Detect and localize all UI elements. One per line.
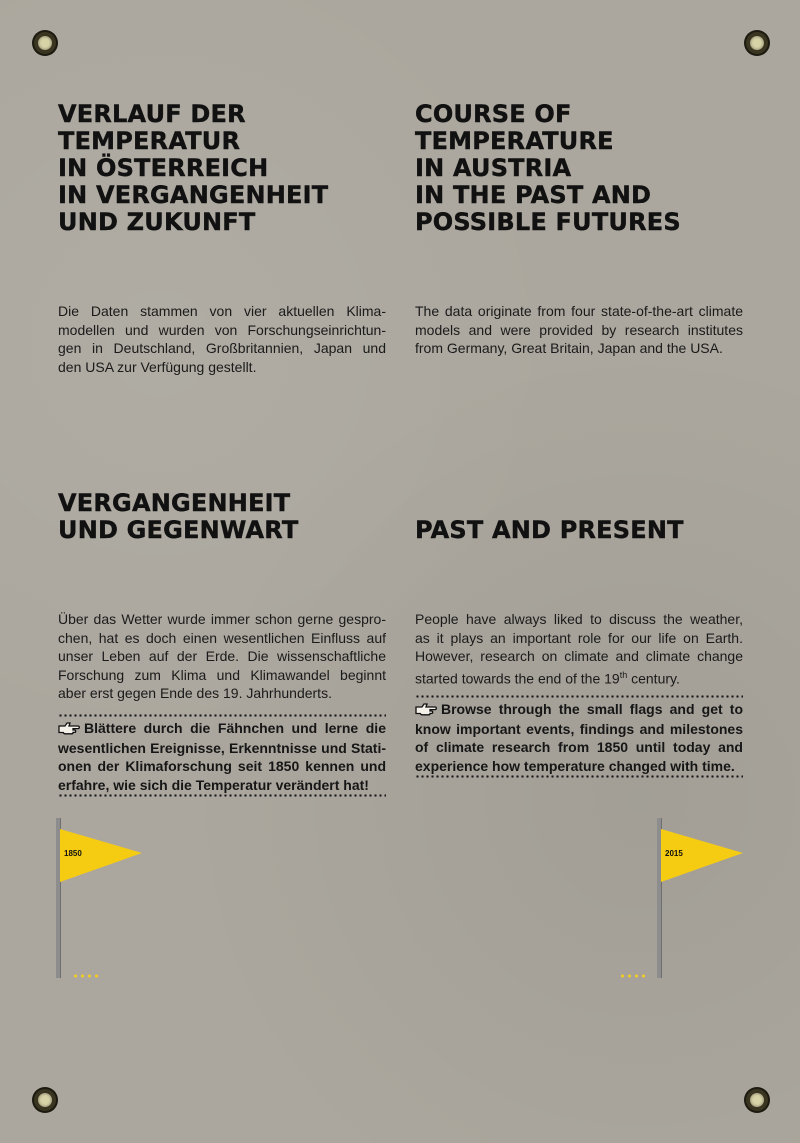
german-intro-line: den USA zur Verfügung gestellt.	[58, 358, 257, 375]
german-intro-line: modellen und wurden von Forschungseinrichtun-	[58, 321, 386, 338]
german-body-line: aber erst gegen Ende des 19. Jahrhunderts.	[58, 685, 332, 701]
english-body-line-last	[415, 666, 743, 688]
english-title-line: POSSIBLE FUTURES	[415, 208, 681, 236]
german-section-title	[58, 490, 386, 544]
english-title	[415, 101, 743, 236]
grommet-bottom-left	[34, 1089, 56, 1111]
english-body-text: century.	[627, 670, 680, 687]
german-callout-bottom-divider	[58, 794, 386, 797]
english-body-line: as it plays an important role for our life on Earth.	[415, 629, 743, 646]
english-callout-bottom-divider	[415, 775, 743, 778]
english-callout-text: Browse through the small flags and get to	[441, 701, 743, 717]
german-section-title-line: VERGANGENHEIT	[58, 489, 291, 517]
german-title-line: IN VERGANGENHEIT	[58, 181, 329, 209]
german-section-body	[58, 610, 386, 703]
german-callout-line: erfahre, wie sich die Temperatur verändert hat!	[58, 776, 369, 793]
german-callout-text: Blättere durch die Fähnchen und lerne die	[84, 720, 386, 736]
english-callout-line: experience how temperature changed with time.	[415, 757, 735, 774]
english-section-title	[415, 517, 743, 544]
german-body-line: unser Leben auf der Erde. Die wissenschaftliche	[58, 648, 386, 664]
grommet-top-right	[746, 32, 768, 54]
german-intro-line: gen in Deutschland, Großbritannien, Japan und	[58, 340, 386, 356]
german-body-line: Über das Wetter wurde immer schon gerne gespro-	[58, 611, 386, 627]
german-callout	[58, 719, 386, 794]
flag-dots-right	[619, 974, 645, 978]
english-body-line: However, research on climate and climate change	[415, 648, 743, 664]
german-body-line: Forschung zum Klima und Klimawandel beginnt	[58, 666, 386, 683]
english-section-body	[415, 610, 743, 688]
flag-year-1850: 1850	[64, 849, 82, 858]
german-callout-line: wesentlichen Ereignisse, Erkenntnisse und Stati-	[58, 739, 386, 756]
german-callout-line: onen der Klimaforschung seit 1850 kennen und	[58, 758, 386, 774]
english-title-line: IN AUSTRIA	[415, 154, 572, 182]
pointing-hand-icon	[415, 701, 437, 720]
english-intro-line: The data originate from four state-of-the-art climate	[415, 303, 743, 319]
grommet-bottom-right	[746, 1089, 768, 1111]
german-title-line: VERLAUF DER	[58, 100, 246, 128]
english-callout-line: know important events, findings and milestones	[415, 720, 743, 737]
german-title	[58, 101, 386, 236]
english-callout-line	[415, 700, 743, 720]
english-callout-line: of climate research from 1850 until today and	[415, 739, 743, 755]
german-section-title-block	[58, 490, 386, 544]
german-body-line: chen, hat es doch einen wesentlichen Einfluss auf	[58, 629, 386, 646]
english-title-block	[415, 101, 743, 236]
german-title-line: TEMPERATUR	[58, 127, 241, 155]
english-callout	[415, 700, 743, 775]
german-callout-line	[58, 719, 386, 739]
german-section-title-line: UND GEGENWART	[58, 516, 299, 544]
pointing-hand-icon	[58, 720, 80, 739]
english-body-text: started towards the end of the 19	[415, 670, 620, 687]
german-intro	[58, 302, 386, 376]
german-intro-line: Die Daten stammen von vier aktuellen Klima-	[58, 303, 386, 319]
flag-year-2015: 2015	[665, 849, 683, 858]
english-intro-line: from Germany, Great Britain, Japan and the USA.	[415, 340, 723, 356]
english-intro	[415, 302, 743, 358]
german-title-line: UND ZUKUNFT	[58, 208, 256, 236]
grommet-top-left	[34, 32, 56, 54]
english-section-title-block	[415, 517, 743, 544]
english-title-line: IN THE PAST AND	[415, 181, 652, 209]
english-body-line: People have always liked to discuss the weather,	[415, 611, 743, 627]
flag-dots-left	[72, 974, 98, 978]
ordinal-suffix: th	[619, 669, 628, 680]
german-title-block	[58, 101, 386, 236]
english-callout-top-divider	[415, 695, 743, 698]
english-title-line: COURSE OF	[415, 100, 572, 128]
english-intro-line: models and were provided by research institutes	[415, 321, 743, 338]
english-title-line: TEMPERATURE	[415, 127, 614, 155]
english-section-title-line: PAST AND PRESENT	[415, 516, 684, 544]
german-callout-top-divider	[58, 714, 386, 717]
german-title-line: IN ÖSTERREICH	[58, 154, 269, 182]
